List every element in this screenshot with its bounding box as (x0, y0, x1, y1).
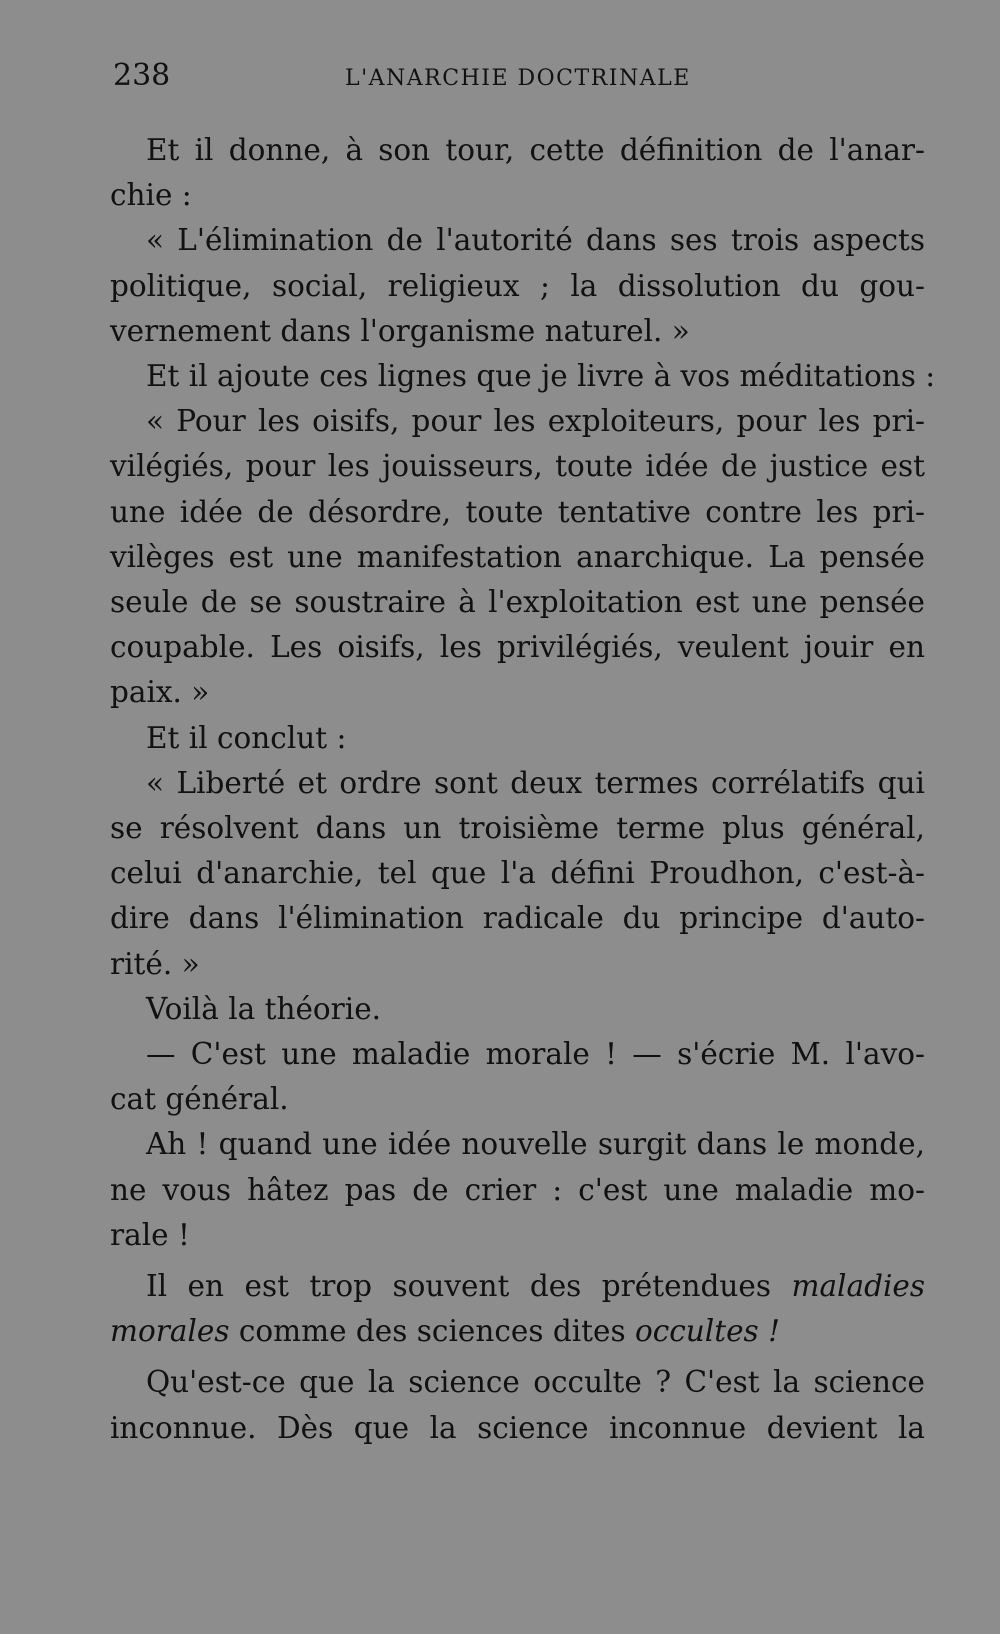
text-line: vilégiés, pour les jouisseurs, toute idée de justice est (110, 449, 925, 484)
text-line: coupable. Les oisifs, les privilégiés, veulent jouir en (110, 630, 925, 665)
text-line: « Pour les oisifs, pour les exploiteurs, pour les pri- (146, 404, 925, 439)
text-line: vernement dans l'organisme naturel. » (110, 313, 690, 348)
text-line: paix. » (110, 675, 210, 710)
page-number: 238 (113, 58, 171, 93)
text-line: Et il conclut : (146, 720, 347, 755)
text-line: une idée de désordre, toute tentative contre les pri- (110, 494, 925, 529)
text-line: Et il donne, à son tour, cette définition de l'anar- (146, 133, 925, 167)
running-head: L'ANARCHIE DOCTRINALE (345, 66, 691, 91)
text-line: ne vous hâtez pas de crier : c'est une maladie mo- (110, 1172, 925, 1207)
text-line: chie : (110, 178, 192, 213)
text-line: rité. » (110, 946, 200, 981)
italic-phrase: maladies (791, 1269, 925, 1304)
text-line: Qu'est-ce que la science occulte ? C'est la science (146, 1365, 925, 1400)
text-line: vilèges est une manifestation anarchique. La pensée (110, 539, 925, 574)
text-line: se résolvent dans un troisième terme plus général, (110, 811, 925, 846)
body-text (110, 128, 936, 1451)
text-line: rale ! (110, 1217, 190, 1252)
italic-phrase: occultes ! (635, 1314, 780, 1349)
text-line: — C'est une maladie morale ! — s'écrie M. l'avo- (146, 1037, 925, 1072)
text-line (110, 1264, 925, 1309)
text-run: Il en est trop souvent des prétendues (146, 1269, 772, 1304)
text-line: politique, social, religieux ; la dissolution du gou- (110, 268, 925, 303)
text-line: inconnue. Dès que la science inconnue devient la (110, 1410, 925, 1445)
text-line: celui d'anarchie, tel que l'a défini Proudhon, c'est-à- (110, 856, 925, 891)
text-line: seule de se soustraire à l'exploitation est une pensée (110, 585, 925, 620)
text-run: comme des sciences dites (238, 1314, 626, 1349)
text-line: Voilà la théorie. (146, 991, 382, 1026)
text-line: Et il ajoute ces lignes que je livre à vos méditations : (146, 359, 936, 394)
text-line: « L'élimination de l'autorité dans ses trois aspects (146, 223, 925, 258)
italic-phrase: morales (110, 1314, 230, 1349)
text-line (110, 1309, 925, 1354)
text-line: dire dans l'élimination radicale du principe d'auto- (110, 901, 925, 936)
text-line: cat général. (110, 1082, 289, 1117)
text-line: Ah ! quand une idée nouvelle surgit dans le monde, (146, 1127, 925, 1162)
text-line: « Liberté et ordre sont deux termes corrélatifs qui (146, 765, 925, 800)
